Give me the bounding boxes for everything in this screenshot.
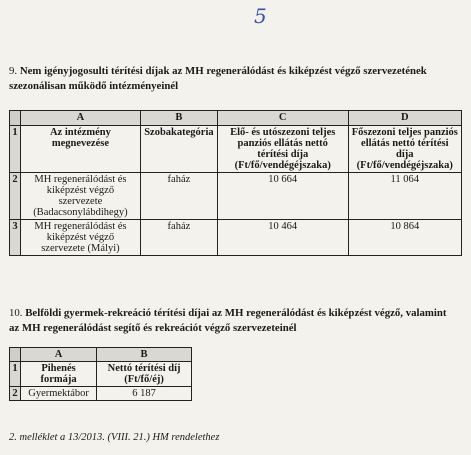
- off-season-fee: 10 464: [217, 220, 348, 256]
- table-row: [10, 387, 192, 401]
- header-room-category: Szobakategória: [140, 126, 217, 173]
- column-letter-row: [10, 111, 462, 126]
- institution-name: MH regenerálódást és kiképzést végző szervezete (Badacsonylábdihegy): [20, 173, 140, 220]
- section-10-title: Belföldi gyermek-rekreáció térítési díjai az MH regenerálódást és kiképzést végző, valamint az MH regenerálódást segítő és rekreációt végző szervezeteinél: [9, 307, 447, 334]
- section-10-heading: [9, 306, 459, 336]
- section-9-heading: [9, 64, 459, 94]
- main-season-fee: 11 064: [348, 173, 461, 220]
- section-9-title: Nem igényjogosulti térítési díjak az MH regenerálódást és kiképzést végző szervezetének szezonálisan működő intézményeinél: [9, 65, 427, 92]
- main-season-fee: 10 864: [348, 220, 461, 256]
- header-off-season: Elő- és utószezoni teljes panziós ellátás nettó térítési díja (Ft/fő/vendégéjszaka): [217, 126, 348, 173]
- table-row: [10, 220, 462, 256]
- col-letter-a: A: [21, 348, 97, 362]
- row-number: 1: [10, 362, 21, 387]
- corner-cell: [10, 348, 21, 362]
- table-row: [10, 173, 462, 220]
- room-category: faház: [140, 220, 217, 256]
- section-10-table: [9, 347, 192, 401]
- col-letter-c: C: [217, 111, 348, 126]
- col-letter-d: D: [348, 111, 461, 126]
- section-9-number: 9.: [9, 65, 18, 77]
- header-net-fee: Nettó térítési díj (Ft/fő/éj): [97, 362, 192, 387]
- row-number: 3: [10, 220, 21, 256]
- section-10-number: 10.: [9, 307, 23, 319]
- row-number: 1: [10, 126, 21, 173]
- header-rest-form: Pihenés formája: [21, 362, 97, 387]
- col-letter-a: A: [20, 111, 140, 126]
- col-letter-b: B: [97, 348, 192, 362]
- row-number: 2: [10, 173, 21, 220]
- net-fee: 6 187: [97, 387, 192, 401]
- rest-form: Gyermektábor: [21, 387, 97, 401]
- section-9-table: [9, 110, 462, 256]
- header-row: [10, 362, 192, 387]
- col-letter-b: B: [140, 111, 217, 126]
- off-season-fee: 10 664: [217, 173, 348, 220]
- header-institution: Az intézmény megnevezése: [20, 126, 140, 173]
- corner-cell: [10, 111, 21, 126]
- institution-name: MH regenerálódást és kiképzést végző szervezete (Mályi): [20, 220, 140, 256]
- footer-annex-reference: 2. melléklet a 13/2013. (VIII. 21.) HM rendelethez: [9, 432, 220, 443]
- page-number-mark: 5: [254, 4, 267, 28]
- header-row: [10, 126, 462, 173]
- room-category: faház: [140, 173, 217, 220]
- header-main-season: Főszezoni teljes panziós ellátás nettó térítési díja (Ft/fő/vendégéjszaka): [348, 126, 461, 173]
- row-number: 2: [10, 387, 21, 401]
- column-letter-row: [10, 348, 192, 362]
